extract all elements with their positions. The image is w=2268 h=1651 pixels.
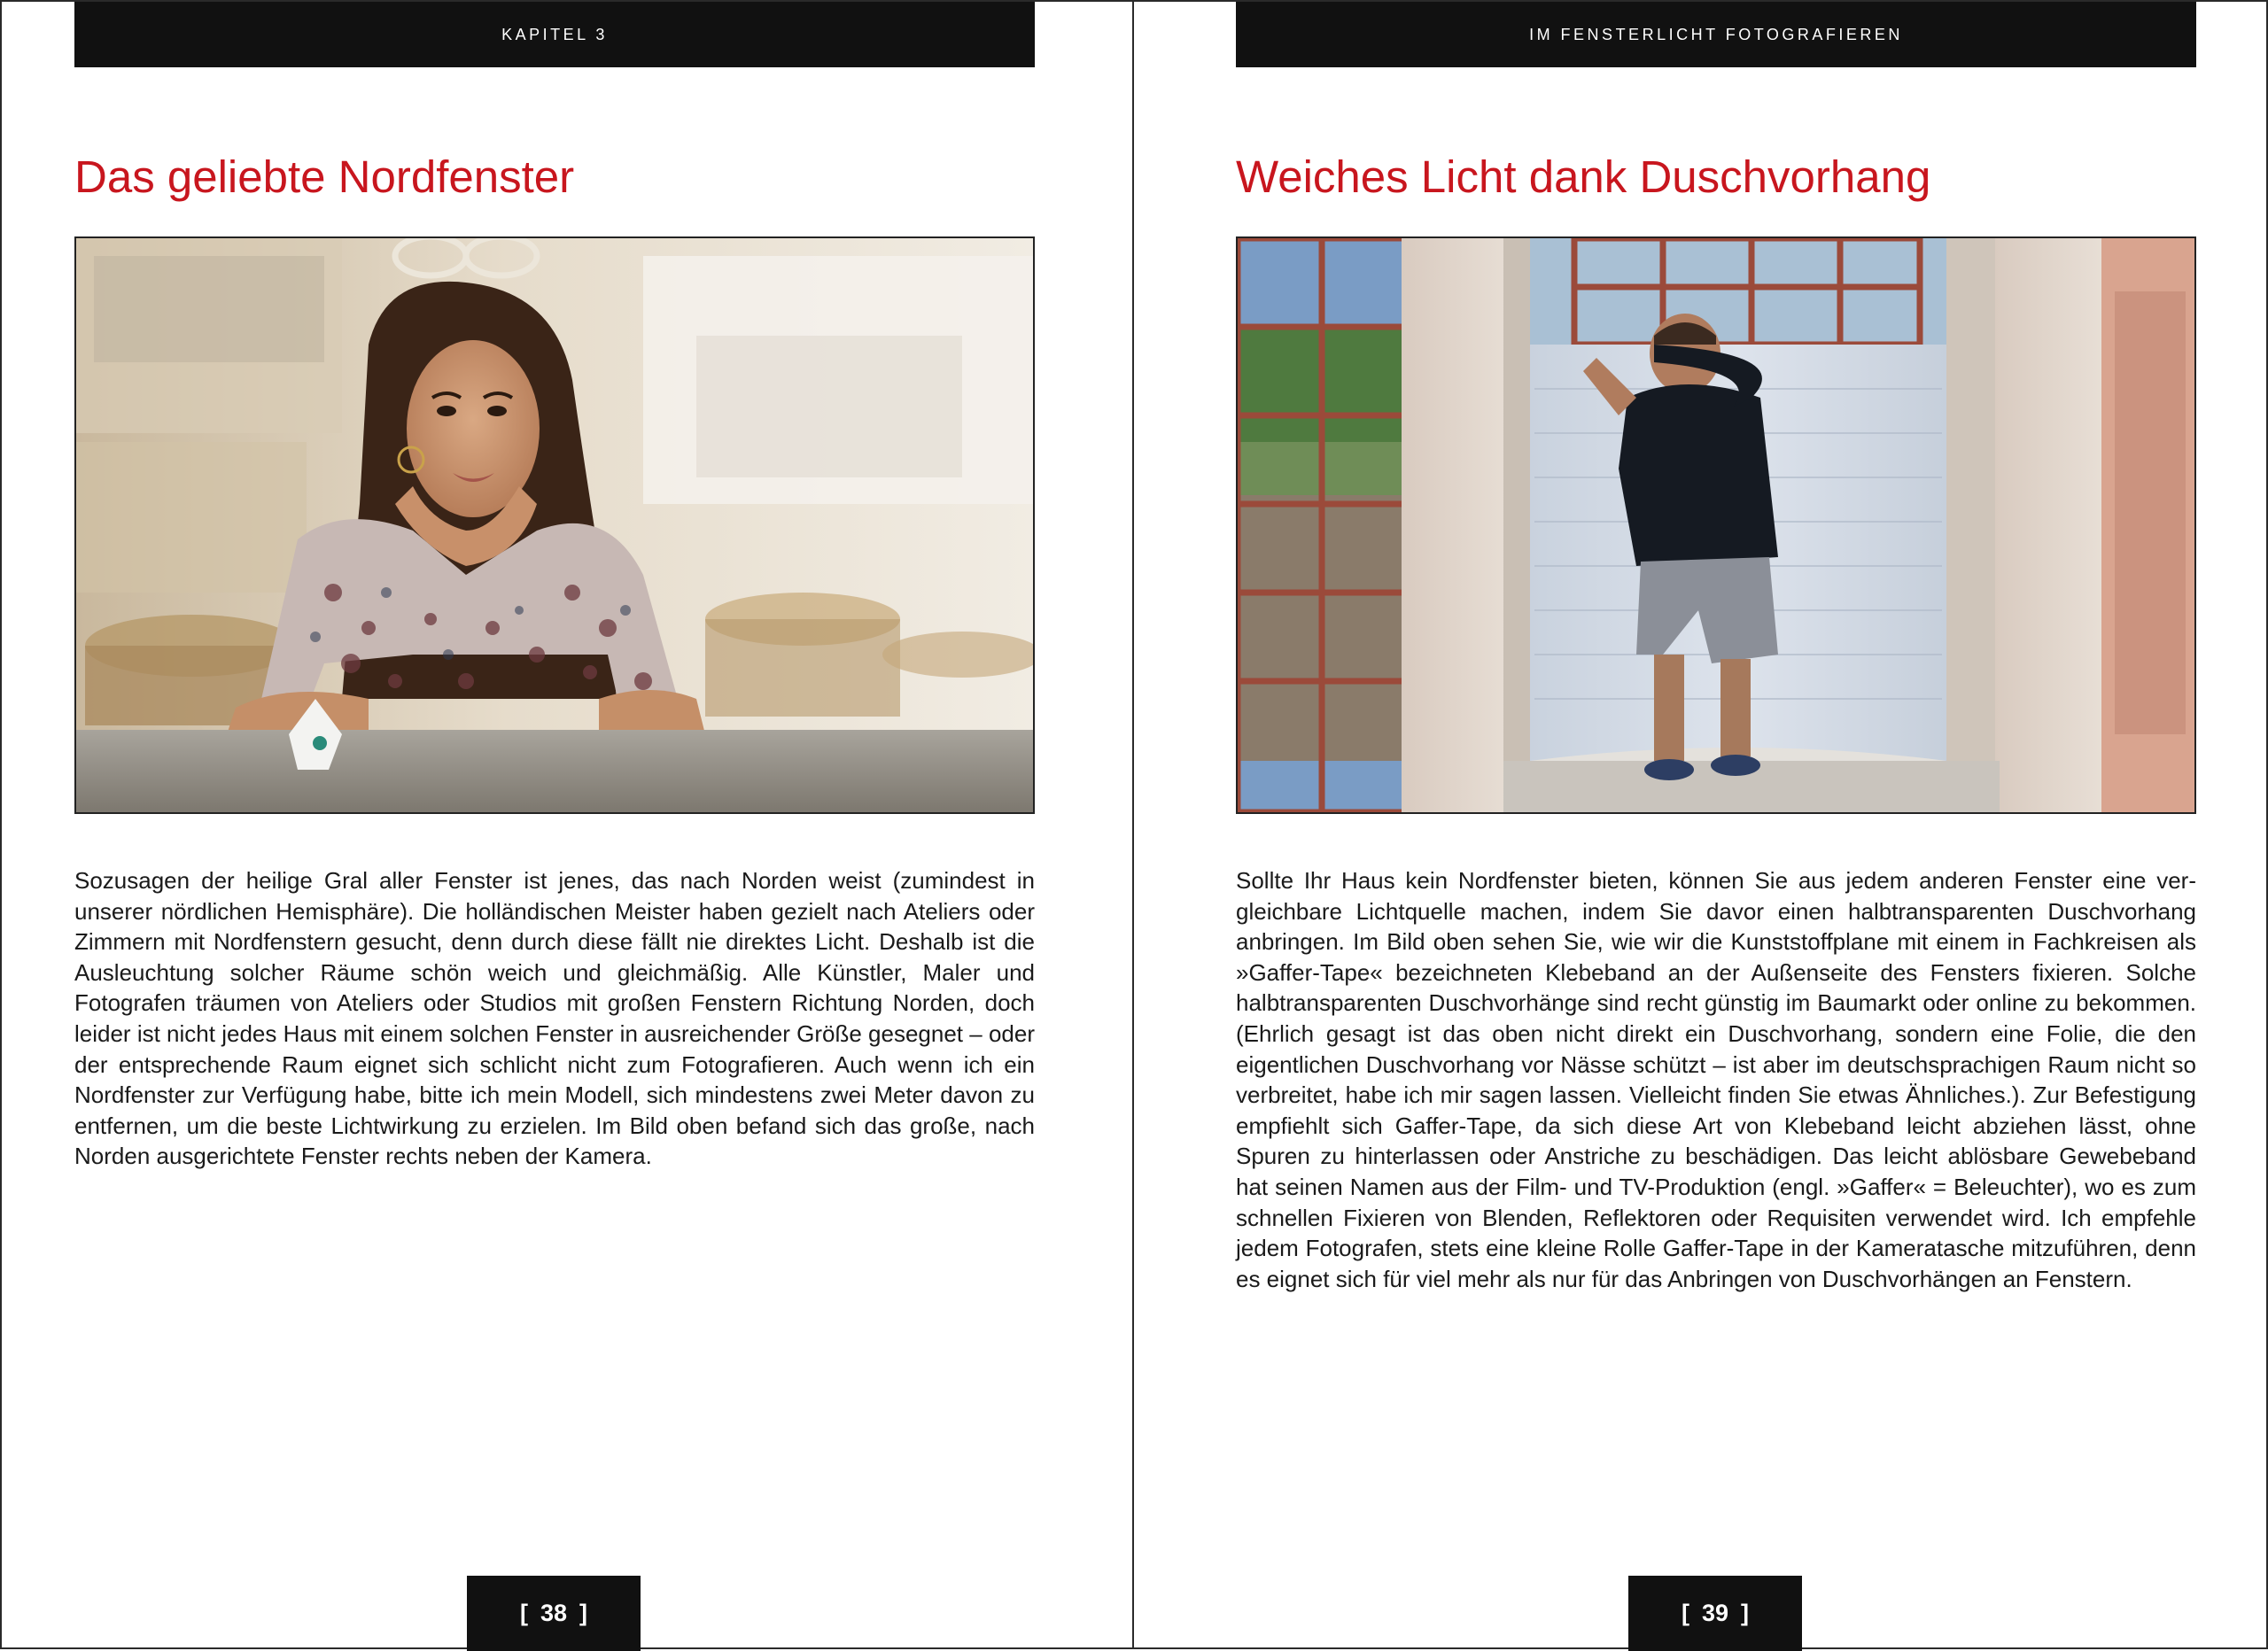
running-head-right: IM FENSTERLICHT FOTOGRAFIEREN [1236,2,2196,67]
folio-number: 38 [540,1600,568,1626]
folio-number: 39 [1701,1600,1729,1626]
folio-bracket-open: [ [1681,1600,1689,1626]
running-head-left: KAPITEL 3 [74,2,1035,67]
body-text-right: Sollte Ihr Haus kein Nordfenster bieten, können Sie aus jedem anderen Fenster eine vergleichbare Lichtquelle machen, indem Sie davor einen halbtransparenten Duschvorhang anbringen. Im Bild oben sehen Sie, wie wir die Kunststoffplane mit einem in Fachkreisen als »Gaffer-Tape« bezeichneten Klebeband an der Außenseite des Fensters fixieren. Solche halbtransparenten Duschvorhänge sind recht günstig im Baumarkt oder online zu bekommen. (Ehrlich gesagt ist das oben nicht direkt ein Duschvorhang, sondern eine Folie, die den eigentlichen Duschvorhang vor Nässe schützt – ist aber im deutschsprachigen Raum nicht so verbreitet, habe ich mir sagen lassen. Vielleicht finden Sie etwas Ähnliches.). Zur Befestigung empfiehlt sich Gaffer-Tape, da sich diese Art von Klebeband leicht abziehen lässt, ohne Spuren zu hinterlassen oder Anstriche zu beschädigen. Das leicht ablösbare Gewebeband hat seinen Namen aus der Film- und TV-Produktion (engl. »Gaffer« = Beleuchter), wo es zum schnellen Fixieren von Blenden, Reflektoren oder Requisiten verwendet wird. Ich empfehle jedem Fotografen, stets eine kleine Rolle Gaffer-Tape in der Kameratasche mitzuführen, denn es eignet sich für viel mehr als nur für das Anbringen von Duschvorhängen an Fenstern. [1236,867,2196,1292]
body-text-left: Sozusagen der heilige Gral aller Fenster ist jenes, das nach Norden weist (zumindest in unserer nördlichen Hemisphäre). Die holländischen Meister haben gezielt nach Ateliers oder Zimmern mit Nordfenstern gesucht, denn durch diese fällt nie direktes Licht. Deshalb ist die Ausleuchtung solcher Räume schön weich und gleichmäßig. Alle Künstler, Maler und Fotografen träumen von Ateliers oder Studios mit großen Fenstern Richtung Norden, doch leider ist nicht jedes Haus mit einem solchen Fenster in ausreichender Größe gesegnet – oder der entsprechende Raum eignet sich schlicht nicht zum Fotografieren. Auch wenn ich ein Nordfenster zur Verfügung habe, bitte ich mein Modell, sich mindestens zwei Meter davon zu entfernen, um die beste Lichtwirkung zu erzielen. Im Bild oben befand sich das große, nach Norden ausgerichtete Fenster rechts neben der Kamera. [74,867,1035,1170]
folio-bracket-close: ] [1741,1600,1750,1626]
page-title-left: Das geliebte Nordfenster [74,151,575,202]
page-number-right [1628,1576,1802,1651]
portrait-photo [74,236,1035,814]
shower-curtain-photo [1236,236,2196,814]
page-number-left [467,1576,641,1651]
portrait-illustration [76,238,1033,812]
folio-bracket-close: ] [579,1600,588,1626]
shower-curtain-illustration [1238,238,2194,812]
left-page [0,0,1134,1649]
folio-bracket-open: [ [519,1600,528,1626]
page-title-right: Weiches Licht dank Duschvorhang [1236,151,1931,202]
right-page [1132,0,2268,1649]
